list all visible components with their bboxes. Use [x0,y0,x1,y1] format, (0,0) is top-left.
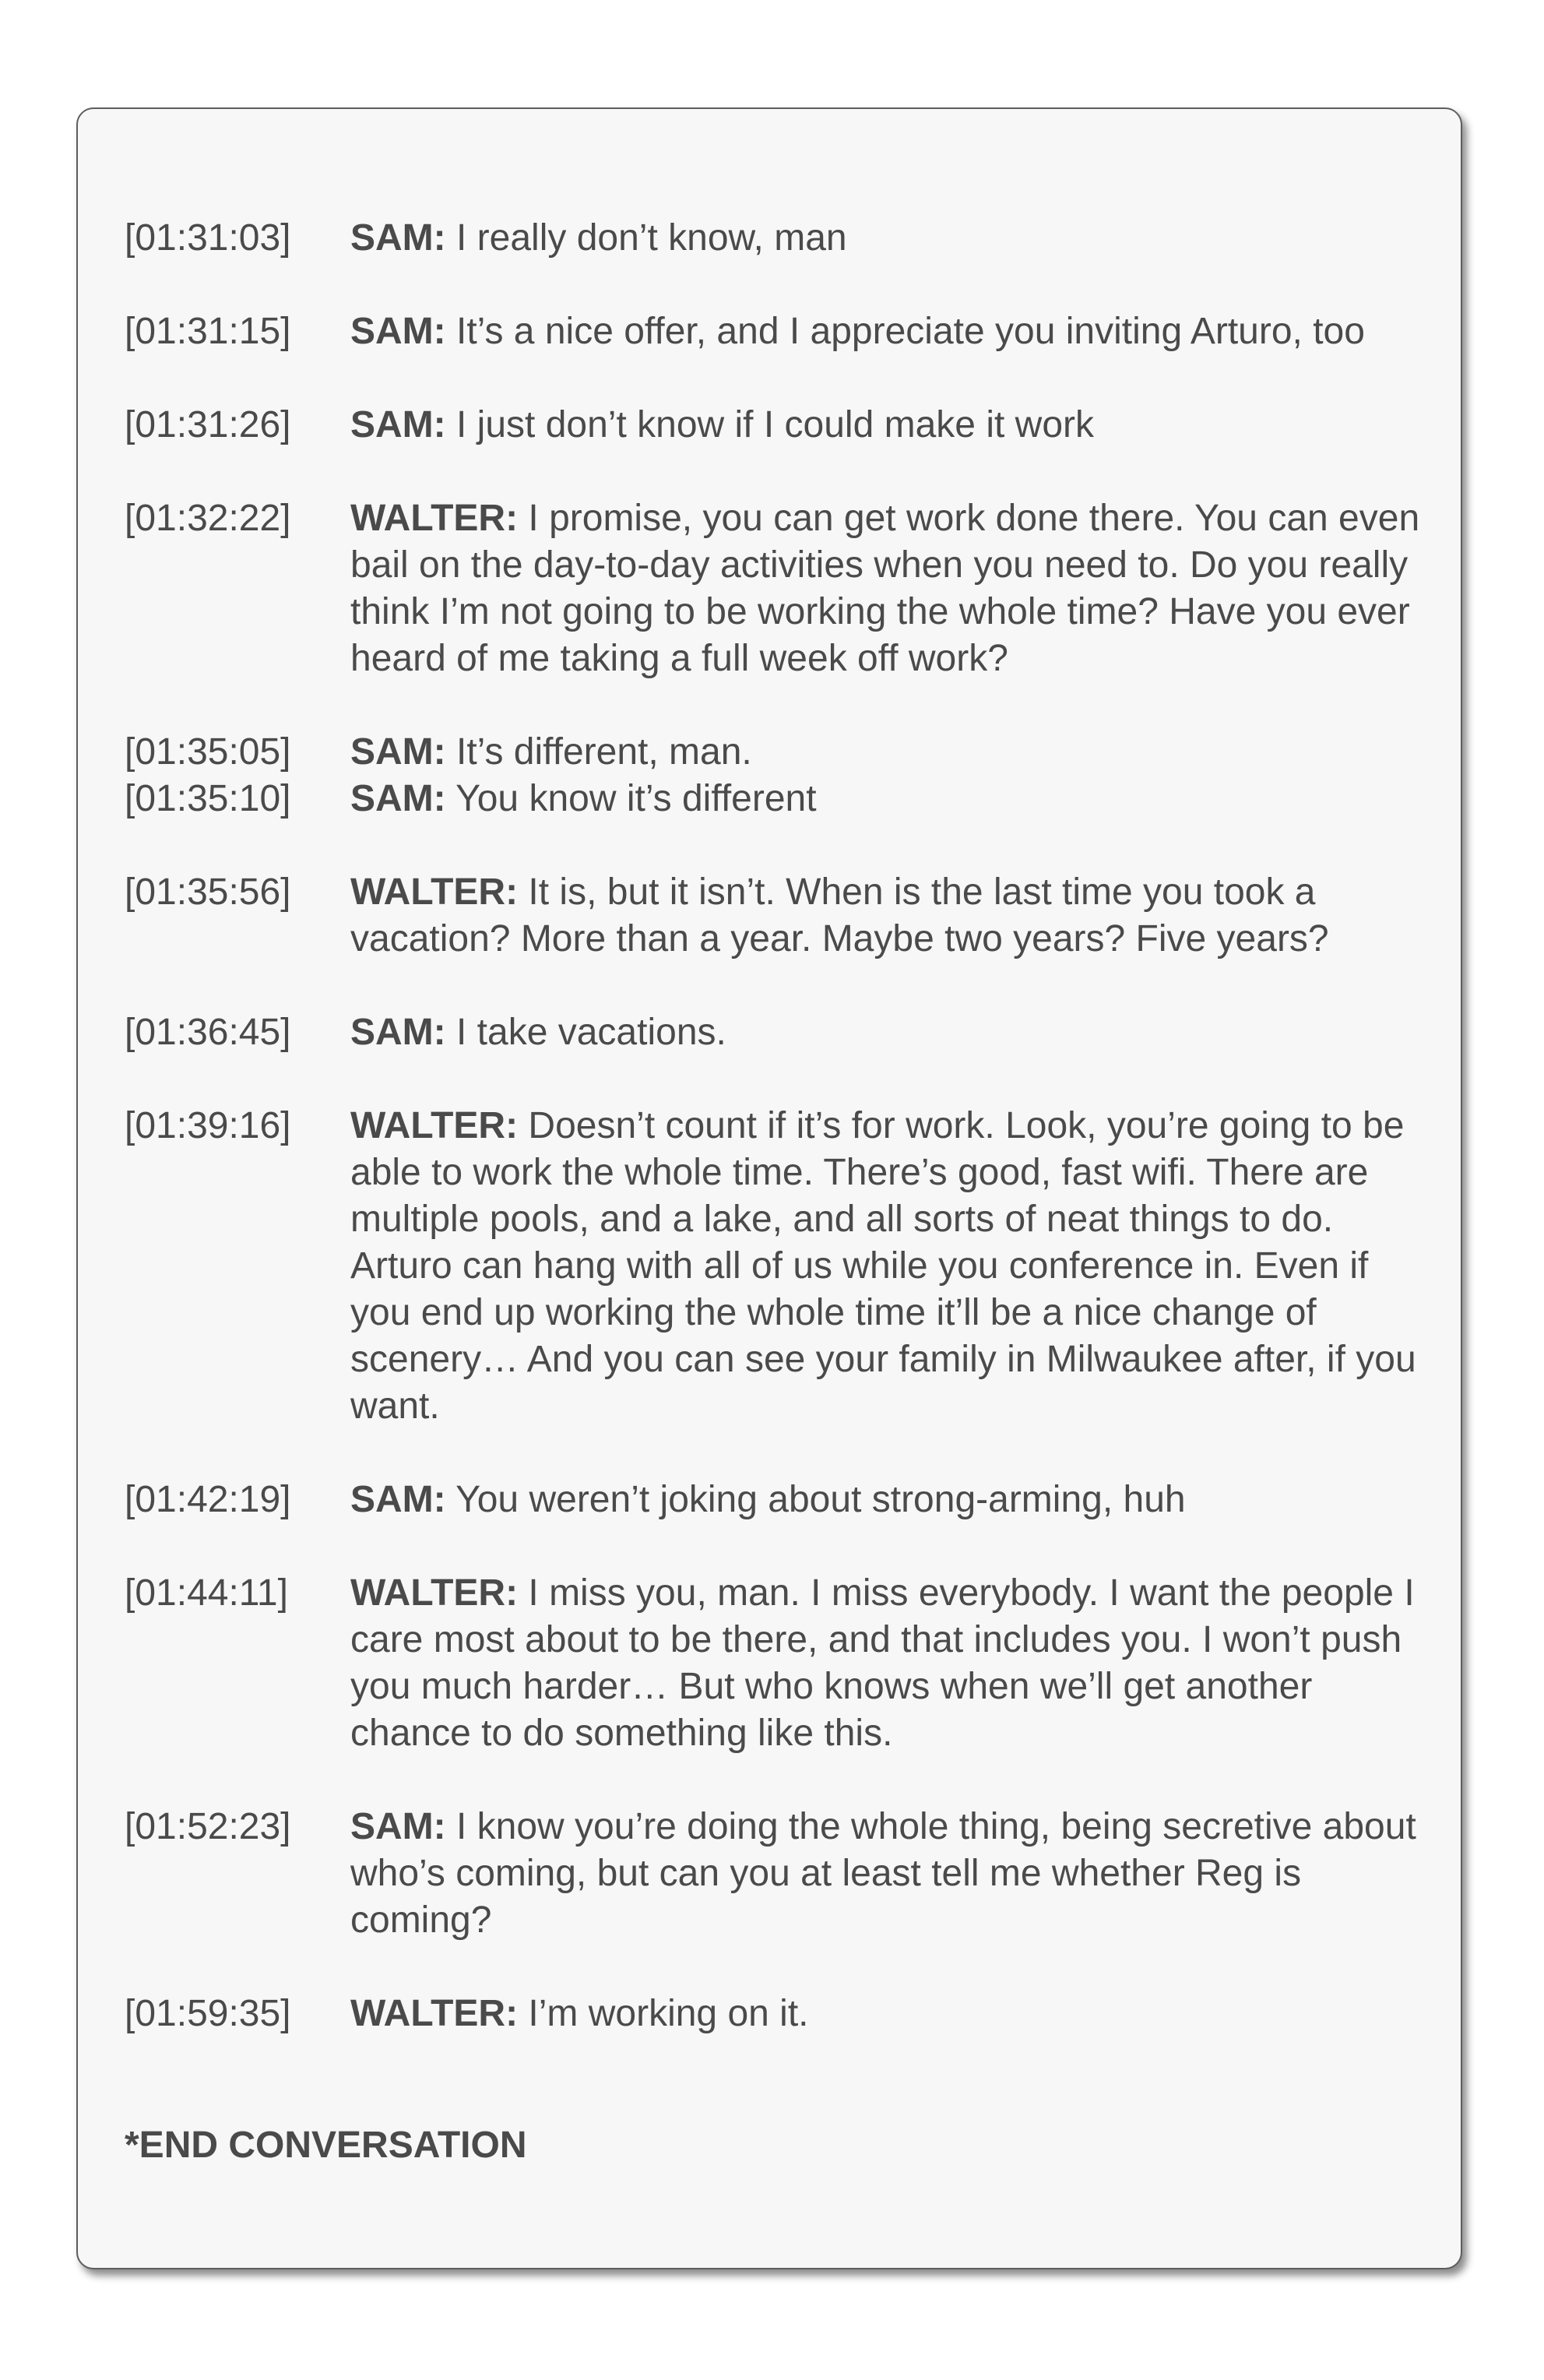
message-text: I just don’t know if I could make it work [445,404,1094,445]
message [350,1103,1433,1430]
message-text: It’s different, man. [445,731,752,773]
log-entry [125,1103,1433,1430]
message-text: It is, but it isn’t. When is the last time you took a vacation? More than a year. Maybe two years? Five years? [350,871,1329,959]
timestamp: [01:31:03] [125,217,291,259]
message [350,729,1433,776]
end-conversation-label: *END CONVERSATION [125,2125,527,2166]
log-entry [125,776,1433,822]
log-entry [125,1477,1433,1523]
log-entry [125,402,1433,449]
message [350,308,1433,355]
timestamp: [01:39:16] [125,1105,291,1146]
message-text: I really don’t know, man [445,217,847,259]
timestamp: [01:36:45] [125,1012,291,1053]
message-text: Doesn’t count if it’s for work. Look, you’re going to be able to work the whole time. There’s good, fast wifi. There are multiple pools, and a lake, and all sorts of neat things to do. Arturo can hang with all of us while you conference in. Even if you end up working the whole time it’ll be a nice change of scenery… And you can see your family in Milwaukee after, if you want. [350,1105,1416,1427]
speaker-name: SAM: [350,404,446,445]
message [350,1477,1433,1523]
speaker-name: WALTER: [350,871,519,913]
conversation-log [125,215,1433,2084]
timestamp: [01:44:11] [125,1572,288,1614]
message [350,1804,1433,1944]
speaker-name: WALTER: [350,1993,519,2034]
transcript-panel [76,107,1462,2269]
log-entry [125,495,1433,682]
log-entry [125,1991,1433,2037]
log-entry [125,308,1433,355]
log-entry [125,215,1433,262]
speaker-name: WALTER: [350,1105,519,1146]
message [350,1009,1433,1056]
log-entry [125,1804,1433,1944]
message-text: I promise, you can get work done there. You can even bail on the day-to-day activities when you need to. Do you really think I’m not going to be working the whole time? Have you ever heard of me taking a full week off work? [350,498,1420,679]
speaker-name: SAM: [350,217,446,259]
timestamp: [01:52:23] [125,1806,291,1847]
speaker-name: SAM: [350,1806,446,1847]
timestamp: [01:35:10] [125,778,291,819]
timestamp: [01:59:35] [125,1993,291,2034]
timestamp: [01:31:26] [125,404,291,445]
timestamp: [01:32:22] [125,498,291,539]
log-entry [125,729,1433,776]
speaker-name: WALTER: [350,1572,519,1614]
speaker-name: WALTER: [350,498,519,539]
message-text: You know it’s different [445,778,817,819]
timestamp: [01:35:56] [125,871,291,913]
speaker-name: SAM: [350,1479,446,1520]
message [350,1991,1433,2037]
message [350,869,1433,963]
log-entry [125,869,1433,963]
log-entry [125,1009,1433,1056]
message [350,402,1433,449]
message-text: I take vacations. [445,1012,726,1053]
speaker-name: SAM: [350,731,446,773]
message [350,495,1433,682]
message [350,776,1433,822]
message [350,1570,1433,1757]
speaker-name: SAM: [350,1012,446,1053]
timestamp: [01:42:19] [125,1479,291,1520]
message-text: I know you’re doing the whole thing, being secretive about who’s coming, but can you at least tell me whether Reg is coming? [350,1806,1416,1941]
message [350,215,1433,262]
message-text: You weren’t joking about strong-arming, huh [445,1479,1186,1520]
timestamp: [01:35:05] [125,731,291,773]
log-entry [125,1570,1433,1757]
message-text: I’m working on it. [518,1993,809,2034]
speaker-name: SAM: [350,778,446,819]
timestamp: [01:31:15] [125,311,291,352]
speaker-name: SAM: [350,311,446,352]
message-text: I miss you, man. I miss everybody. I want the people I care most about to be there, and that includes you. I won’t push you much harder… But who knows when we’ll get another chance to do something like this. [350,1572,1415,1754]
message-text: It’s a nice offer, and I appreciate you inviting Arturo, too [445,311,1365,352]
